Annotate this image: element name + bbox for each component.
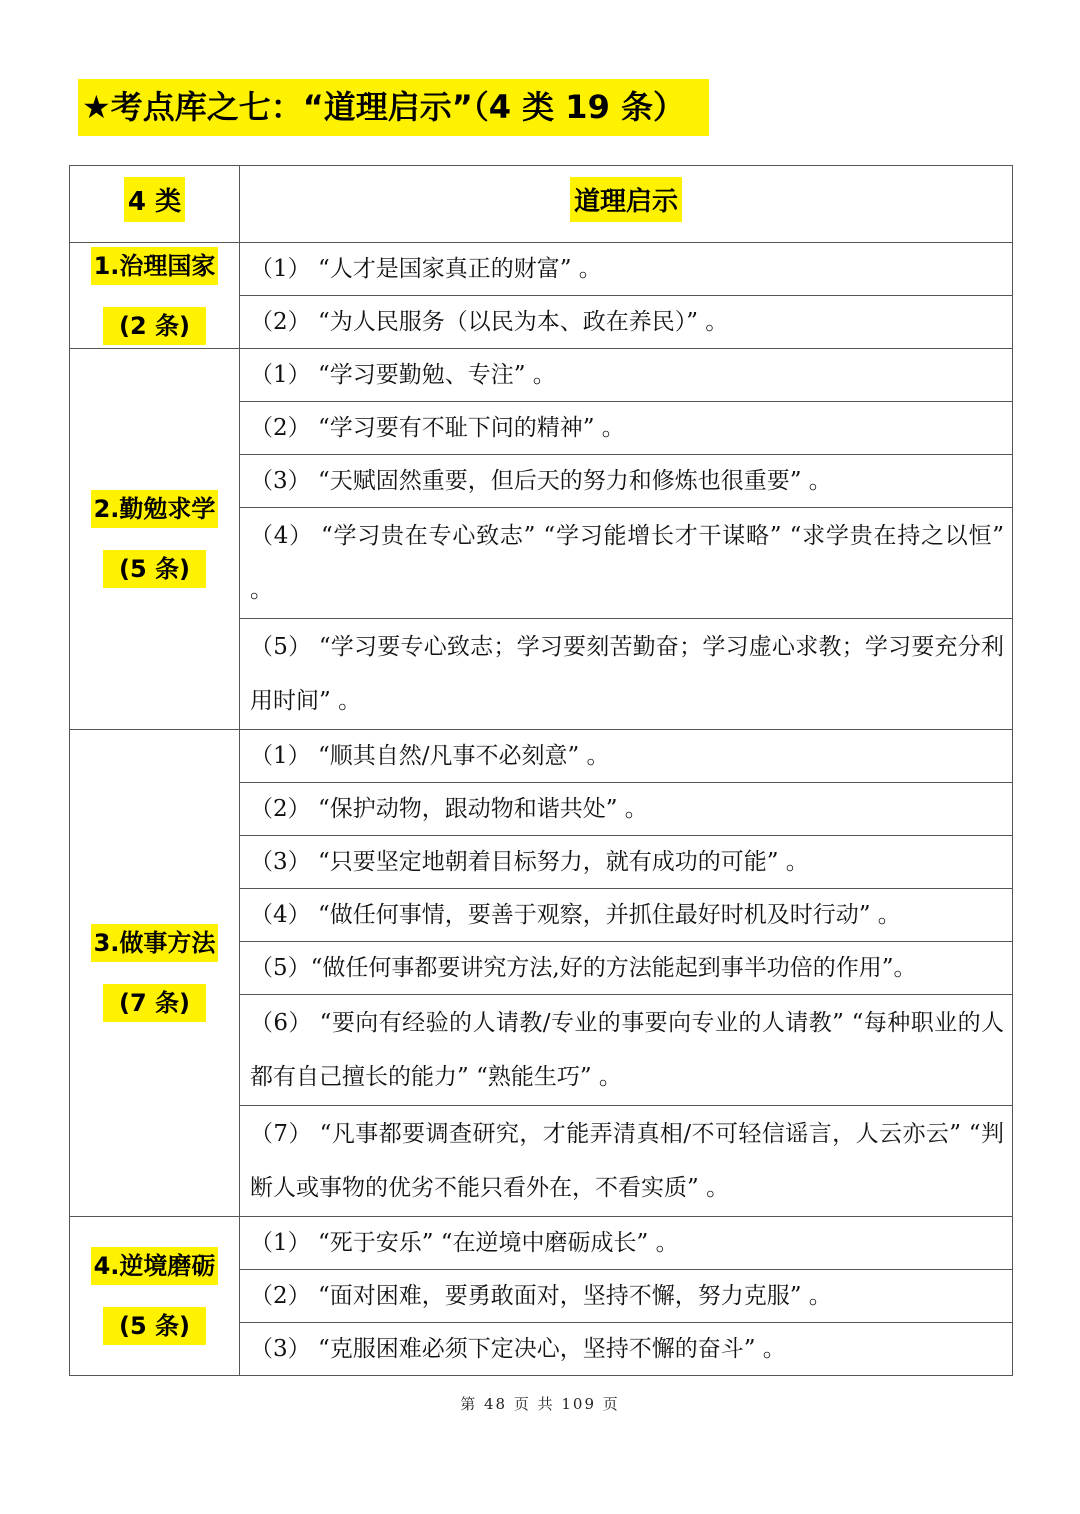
category-cell-adversity [70, 1217, 240, 1376]
category-count: (2 条) [103, 307, 206, 345]
list-item: （2） “面对困难，要勇敢面对，坚持不懈，努力克服” 。 [240, 1270, 1013, 1323]
table-row [70, 349, 1013, 402]
category-cell-study [70, 349, 240, 730]
list-item: （3） “只要坚定地朝着目标努力，就有成功的可能” 。 [240, 836, 1013, 889]
table-row [70, 1217, 1013, 1270]
list-item: （7） “凡事都要调查研究，才能弄清真相/不可轻信谣言，人云亦云” “判断人或事物的优劣不能只看外在，不看实质” 。 [240, 1106, 1013, 1217]
category-cell-governance [70, 243, 240, 349]
page-footer: 第 48 页 共 109 页 [460, 1395, 620, 1413]
category-name: 3.做事方法 [91, 924, 219, 962]
header-category: 4 类 [124, 177, 185, 222]
header-content: 道理启示 [570, 177, 682, 222]
list-item: （2） “学习要有不耻下问的精神” 。 [240, 402, 1013, 455]
list-item: （4） “做任何事情，要善于观察，并抓住最好时机及时行动” 。 [240, 889, 1013, 942]
table-header-row [70, 166, 1013, 243]
category-name: 2.勤勉求学 [91, 490, 219, 528]
category-count: (5 条) [103, 550, 206, 588]
header-category-cell [70, 166, 240, 243]
category-name: 4.逆境磨砺 [91, 1247, 219, 1285]
list-item: （1） “顺其自然/凡事不必刻意” 。 [240, 730, 1013, 783]
category-name: 1.治理国家 [91, 247, 219, 285]
list-item: （5）“做任何事都要讲究方法,好的方法能起到事半功倍的作用”。 [240, 942, 1013, 995]
list-item: （3） “克服困难必须下定决心，坚持不懈的奋斗” 。 [240, 1323, 1013, 1376]
list-item: （2） “保护动物，跟动物和谐共处” 。 [240, 783, 1013, 836]
list-item: （3） “天赋固然重要，但后天的努力和修炼也很重要” 。 [240, 455, 1013, 508]
list-item: （5） “学习要专心致志；学习要刻苦勤奋；学习虚心求教；学习要充分利用时间” 。 [240, 619, 1013, 730]
category-cell-methods [70, 730, 240, 1217]
page-title: ★考点库之七：“道理启示”（4 类 19 条） [78, 79, 709, 136]
list-item: （1） “死于安乐” “在逆境中磨砺成长” 。 [240, 1217, 1013, 1270]
category-count: (7 条) [103, 984, 206, 1022]
list-item: （1） “学习要勤勉、专注” 。 [240, 349, 1013, 402]
list-item: （2） “为人民服务（以民为本、政在养民）” 。 [240, 296, 1013, 349]
table-row [70, 243, 1013, 296]
knowledge-table [69, 165, 1013, 1376]
table-row [70, 730, 1013, 783]
list-item: （6） “要向有经验的人请教/专业的事要向专业的人请教” “每种职业的人都有自己擅长的能力” “熟能生巧” 。 [240, 995, 1013, 1106]
list-item: （1） “人才是国家真正的财富” 。 [240, 243, 1013, 296]
category-count: (5 条) [103, 1307, 206, 1345]
header-content-cell [240, 166, 1013, 243]
list-item: （4） “学习贵在专心致志” “学习能增长才干谋略” “求学贵在持之以恒” 。 [240, 508, 1013, 619]
